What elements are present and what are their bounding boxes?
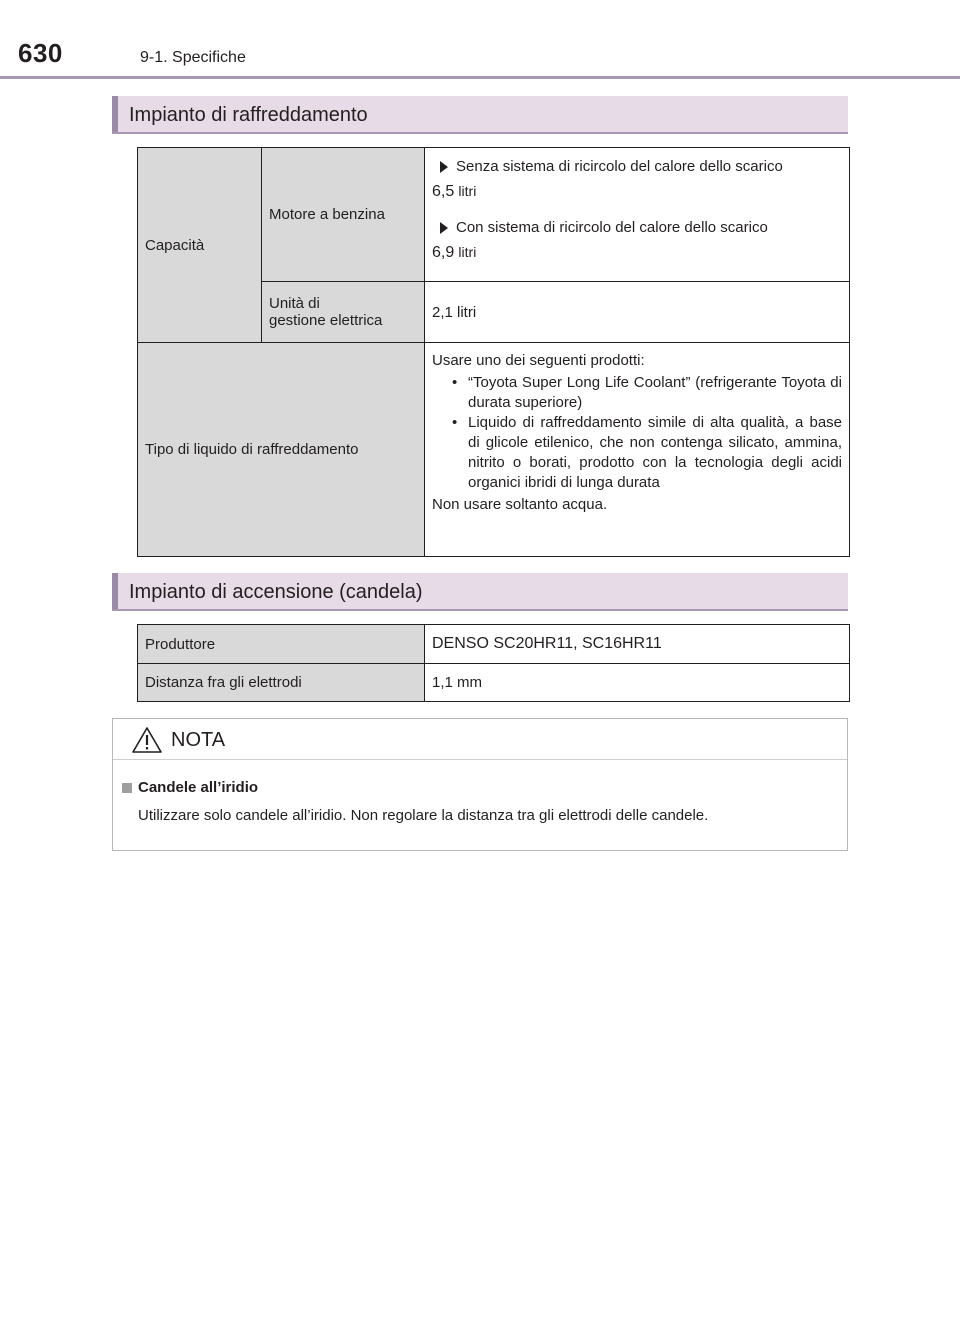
section-breadcrumb: 9-1. Specifiche: [140, 49, 246, 66]
coolant-list: [432, 373, 842, 493]
coolant-type-cell: [425, 343, 850, 557]
option-value: 6,5: [432, 183, 455, 200]
electrode-gap-value: 1,1 mm: [425, 664, 850, 702]
notice-box: [112, 718, 848, 851]
table-row: [138, 343, 850, 557]
option-heading: [440, 219, 842, 236]
list-item: • “Toyota Super Long Life Coolant” (refrigerante Toyota di durata superiore): [468, 373, 842, 413]
power-unit-label-line: Unità di: [269, 295, 320, 312]
option-unit: litri: [458, 244, 477, 260]
power-unit-value: 2,1 litri: [425, 282, 850, 343]
coolant-footer: Non usare soltanto acqua.: [432, 496, 608, 513]
option-unit: litri: [458, 183, 477, 199]
coolant-intro: Usare uno dei seguenti prodotti:: [432, 352, 645, 369]
notice-title: NOTA: [171, 729, 226, 751]
coolant-type-label: Tipo di liquido di raffreddamento: [138, 343, 425, 557]
page-number: 630: [18, 38, 63, 68]
warning-triangle-icon: [131, 726, 163, 754]
list-item: • Liquido di raffreddamento simile di alta qualità, a base di glicole etilenico, che non contenga silicato, ammina, nitrito o borati, prodotto con la tecnologia degli acidi organici ibridi di lunga durata: [468, 413, 842, 493]
manufacturer-label: Produttore: [138, 625, 425, 664]
triangle-bullet-icon: [440, 222, 448, 234]
notice-header: [113, 719, 847, 760]
option-value-line: [432, 244, 842, 262]
option-label: Senza sistema di ricircolo del calore dello scarico: [456, 158, 783, 175]
engine-capacity-cell: [425, 148, 850, 282]
power-unit-label-line: gestione elettrica: [269, 312, 383, 329]
power-unit-label: [262, 282, 425, 343]
ignition-section-header: [112, 573, 848, 611]
cooling-table: [137, 147, 850, 557]
notice-item-heading: [122, 779, 258, 796]
option-value: 6,9: [432, 244, 455, 261]
table-row: [138, 148, 850, 282]
notice-item-text: Utilizzare solo candele all’iridio. Non regolare la distanza tra gli elettrodi delle candele.: [138, 807, 709, 824]
capacity-label: Capacità: [138, 148, 262, 343]
option-value-line: [432, 183, 842, 201]
ignition-table: [137, 624, 850, 702]
notice-item-title: Candele all’iridio: [138, 779, 259, 796]
cooling-section-title: Impianto di raffreddamento: [129, 104, 368, 126]
triangle-bullet-icon: [440, 161, 448, 173]
square-bullet-icon: [122, 783, 132, 793]
engine-label: Motore a benzina: [262, 148, 425, 282]
header-divider: [0, 76, 960, 79]
manufacturer-value: DENSO SC20HR11, SC16HR11: [425, 625, 850, 664]
cooling-section-header: [112, 96, 848, 134]
electrode-gap-label: Distanza fra gli elettrodi: [138, 664, 425, 702]
page-header: [0, 0, 960, 80]
table-row: [138, 664, 850, 702]
section-accent: [112, 96, 118, 132]
table-row: [138, 625, 850, 664]
option-heading: [440, 158, 842, 175]
option-label: Con sistema di ricircolo del calore dello scarico: [456, 219, 768, 236]
ignition-section-title: Impianto di accensione (candela): [129, 581, 423, 603]
section-accent: [112, 573, 118, 609]
